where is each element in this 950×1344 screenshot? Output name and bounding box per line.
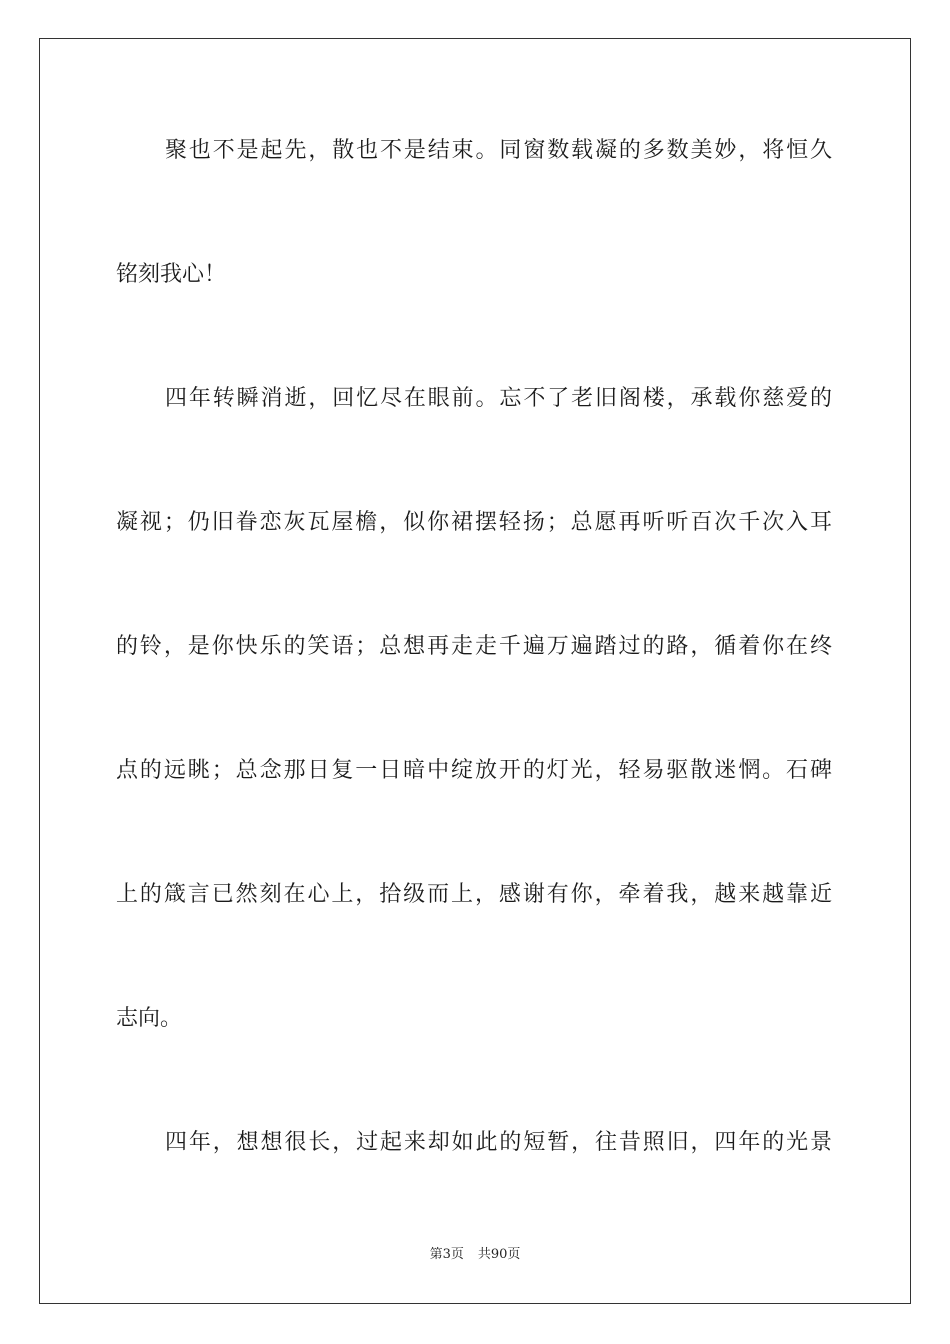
page-number: 第3页 xyxy=(429,1247,464,1262)
text-line-6: 点的远眺；总念那日复一日暗中绽放开的灯光，轻易驱散迷惘。石碑 xyxy=(116,758,832,783)
text-line-4: 凝视；仍旧眷恋灰瓦屋檐，似你裙摆轻扬；总愿再听听百次千次入耳 xyxy=(116,510,832,535)
text-line-5: 的铃，是你快乐的笑语；总想再走走千遍万遍踏过的路，循着你在终 xyxy=(116,634,832,659)
text-line-7: 上的箴言已然刻在心上，拾级而上，感谢有你，牵着我，越来越靠近 xyxy=(116,882,832,907)
text-line-3: 四年转瞬消逝，回忆尽在眼前。忘不了老旧阁楼，承载你慈爱的 xyxy=(165,386,832,411)
text-line-9: 四年，想想很长，过起来却如此的短暂，往昔照旧，四年的光景 xyxy=(165,1130,832,1155)
text-line-1: 聚也不是起先，散也不是结束。同窗数载凝的多数美妙，将恒久 xyxy=(165,138,832,163)
text-line-2: 铭刻我心！ xyxy=(116,262,227,287)
page-total: 共90页 xyxy=(477,1247,521,1262)
text-line-8: 志向。 xyxy=(116,1006,183,1031)
page-footer xyxy=(0,1246,950,1264)
page-border xyxy=(39,38,911,1304)
